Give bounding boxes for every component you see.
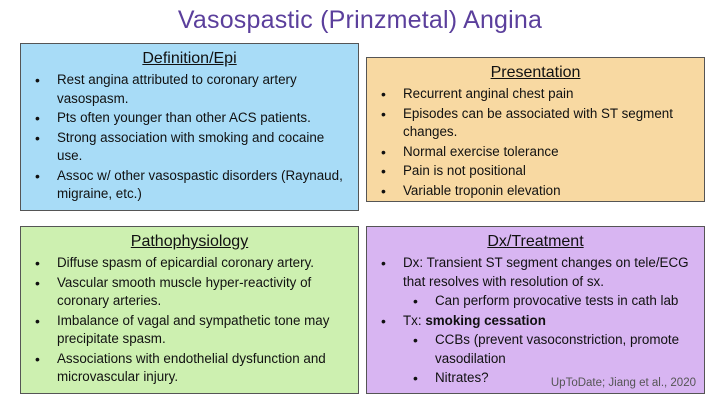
presentation-box	[366, 57, 705, 202]
list-item: • Variable troponin elevation	[377, 182, 694, 201]
citation: UpToDate; Jiang et al., 2020	[550, 377, 696, 389]
treatment-list	[377, 254, 694, 388]
pathophysiology-heading: Pathophysiology	[130, 233, 249, 250]
list-item: • Episodes can be associated with ST segment changes.	[377, 105, 694, 142]
tx-emphasis: smoking cessation	[425, 312, 546, 328]
tx-item	[377, 312, 694, 331]
definition-list	[31, 71, 348, 204]
treatment-heading: Dx/Treatment	[487, 233, 584, 250]
definition-epi-box	[20, 43, 359, 211]
list-item: • Recurrent anginal chest pain	[377, 85, 694, 104]
pathophysiology-list	[31, 254, 348, 387]
list-item: • Assoc w/ other vasospastic disorders (Raynaud, migraine, etc.)	[31, 167, 348, 204]
definition-heading: Definition/Epi	[142, 50, 237, 67]
dx-subitem: • Can perform provocative tests in cath lab	[377, 292, 694, 311]
list-item: • Pain is not positional	[377, 162, 694, 181]
tx-prefix: Tx:	[403, 312, 426, 328]
presentation-list	[377, 85, 694, 200]
list-item: • Diffuse spasm of epicardial coronary artery.	[31, 254, 348, 273]
dx-item: • Dx: Transient ST segment changes on tele/ECG that resolves with resolution of sx.	[377, 254, 694, 291]
tx-subitem: • Nitrates?	[377, 369, 694, 388]
list-item: • Rest angina attributed to coronary artery vasospasm.	[31, 71, 348, 108]
tx-subitem: • CCBs (prevent vasoconstriction, promote vasodilation	[377, 331, 694, 368]
list-item: • Normal exercise tolerance	[377, 143, 694, 162]
list-item: • Pts often younger than other ACS patients.	[31, 109, 348, 128]
list-item: • Strong association with smoking and cocaine use.	[31, 129, 348, 166]
dx-treatment-box	[366, 226, 705, 394]
pathophysiology-box	[20, 226, 359, 394]
list-item: • Imbalance of vagal and sympathetic tone may precipitate spasm.	[31, 312, 348, 349]
presentation-heading: Presentation	[490, 64, 581, 81]
list-item: • Vascular smooth muscle hyper-reactivity of coronary arteries.	[31, 274, 348, 311]
list-item: • Associations with endothelial dysfunction and microvascular injury.	[31, 350, 348, 387]
slide-title: Vasospastic (Prinzmetal) Angina	[177, 6, 543, 34]
